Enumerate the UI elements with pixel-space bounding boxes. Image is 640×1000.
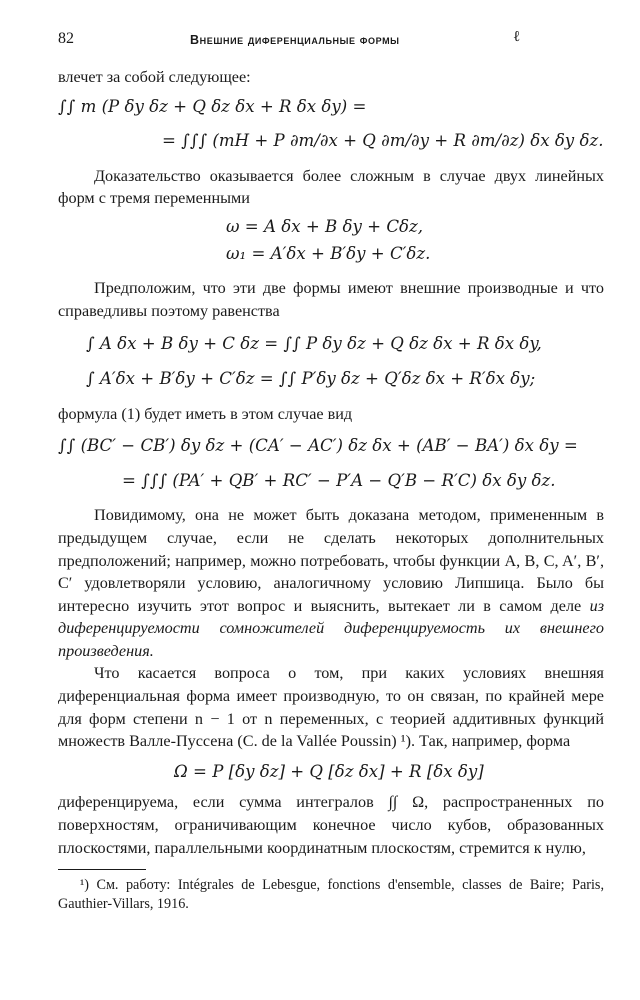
paragraph-2: Доказательство оказывается более сложным в случае двух линейных форм с тремя переменными [58,166,604,208]
equation-2: = ∫∫∫ (mH + P ∂m/∂x + Q ∂m/∂y + R ∂m/∂z) δx δy δz. [162,131,604,151]
equation-1: ∫∫ m (P δy δz + Q δz δx + R δx δy) = [58,96,367,116]
equation-7: ∫∫ (BC′ − CB′) δy δz + (CA′ − AC′) δz δx + (AB′ − BA′) δx δy = [58,436,578,456]
equation-3: ω = A δx + B δy + Cδz, [226,216,424,236]
page-number: 82 [58,30,74,47]
margin-mark: ℓ [513,29,521,45]
paragraph-1: влечет за собой следующее: [58,68,251,86]
paragraph-6: Что касается вопроса о том, при каких условиях внешняя диференциальная форма имеет производную, то он связан, по крайней мере для форм степени n − 1 от n переменных, с теорией аддитивных функций множеств Валле-Пуссена (C. de la Vallée Poussin) ¹). Так, например, форма [58,664,604,751]
paragraph-5 [58,504,604,662]
equation-9: Ω = P [δy δz] + Q [δz δx] + R [δx δy] [174,761,484,781]
running-title: Внешние диференциальные формы [190,33,400,47]
footnote: ¹) См. работу: Intégrales de Lebesgue, fonctions d'ensemble, classes de Baire; Paris, Gauthier-Villars, 1916. [58,877,604,913]
paragraph-5-text: Повидимому, она не может быть доказана методом, примененным в предыдущем случае, если не сделать некоторых дополнительных предположений; например, можно потребовать, чтобы функции A, B, C, A′, B′, C′ удовлетворяли условию, аналогичному условию Липшица. Было бы интересно изучить этот вопрос и выяснить, вытекает ли в самом деле [58,506,604,615]
paragraph-3: Предположим, что эти две формы имеют внешние производные и что справедливы поэтому равенства [58,279,604,320]
paragraph-4: формула (1) будет иметь в этом случае вид [58,404,353,423]
equation-8: = ∫∫∫ (PA′ + QB′ + RC′ − P′A − Q′B − R′C) δx δy δz. [122,470,556,490]
equation-6: ∫ A′δx + B′δy + C′δz = ∫∫ P′δy δz + Q′δz δx + R′δx δy; [86,368,536,388]
paragraph-5-emphasis: из диференцируемости сомножителей диференцируемость их внешнего произведения. [58,596,605,660]
equation-4: ω₁ = A′δx + B′δy + C′δz. [226,243,431,263]
footnote-divider [58,869,146,870]
paragraph-7: диференцируема, если сумма интегралов ∫∫ Ω, распространенных по поверхностям, ограничивающим конечное число кубов, образованных плоскостями, параллельными координатным плоскостям, стремится к нулю, [58,793,604,857]
page-header [58,28,604,58]
equation-5: ∫ A δx + B δy + C δz = ∫∫ P δy δz + Q δz δx + R δx δy, [86,334,542,354]
